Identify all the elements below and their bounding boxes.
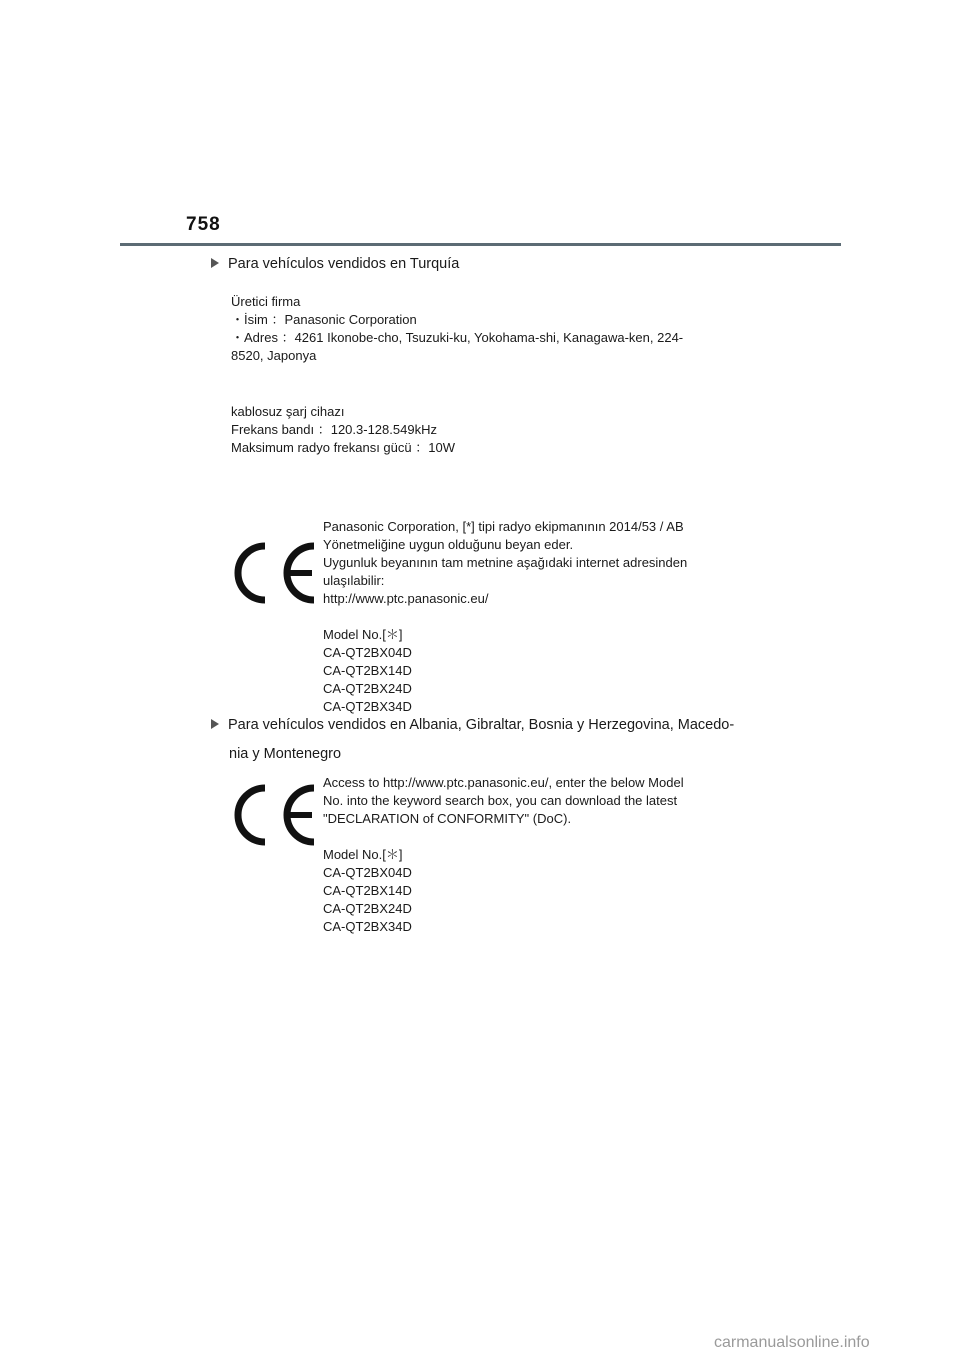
page-number: 758: [186, 214, 221, 235]
declaration-line: ulaşılabilir:: [323, 573, 385, 588]
declaration-turkey: [323, 518, 687, 716]
section-heading-turkey: [211, 253, 459, 276]
ce-mark-icon: [232, 538, 320, 608]
bullet-triangle-icon: [211, 258, 219, 268]
declaration-line: Uygunluk beyanının tam metnine aşağıdaki internet adresinden: [323, 555, 688, 570]
device-line: kablosuz şarj cihazı: [231, 404, 345, 419]
bullet-triangle-icon: [211, 719, 219, 729]
ce-mark-icon: [232, 780, 320, 850]
model-number: CA-QT2BX04D: [323, 645, 412, 660]
manufacturer-info: [231, 293, 683, 365]
manufacturer-line: 8520, Japonya: [231, 348, 317, 363]
section-heading-text: Para vehículos vendidos en Albania, Gibraltar, Bosnia y Herzegovina, Macedo-: [228, 717, 735, 733]
section-heading-text-cont: nia y Montenegro: [229, 746, 342, 762]
device-info: [231, 403, 455, 457]
model-label: Model No.[＊]: [323, 847, 403, 862]
device-line: Frekans bandı ：120.3-128.549kHz: [231, 422, 437, 437]
manufacturer-line: ・Adres ：4261 Ikonobe-cho, Tsuzuki-ku, Yokohama-shi, Kanagawa-ken, 224-: [231, 330, 684, 345]
device-line: Maksimum radyo frekansı gücü ：10W: [231, 440, 455, 455]
declaration-line: Yönetmeliğine uygun olduğunu beyan eder.: [323, 537, 574, 552]
section-heading-balkans: [211, 714, 734, 766]
declaration-url: http://www.ptc.panasonic.eu/: [323, 591, 489, 606]
declaration-line: "DECLARATION of CONFORMITY" (DoC).: [323, 811, 572, 826]
declaration-balkans: [323, 774, 684, 936]
model-number: CA-QT2BX14D: [323, 663, 412, 678]
declaration-line: No. into the keyword search box, you can download the latest: [323, 793, 678, 808]
footer-watermark: carmanualsonline.info: [714, 1334, 870, 1351]
manufacturer-line: Üretici firma: [231, 294, 301, 309]
model-number: CA-QT2BX14D: [323, 883, 412, 898]
manufacturer-line: ・İsim ：Panasonic Corporation: [231, 312, 417, 327]
model-number: CA-QT2BX34D: [323, 919, 412, 934]
header-rule: [120, 243, 841, 246]
section-heading-text: Para vehículos vendidos en Turquía: [228, 256, 460, 272]
declaration-line: Panasonic Corporation, [*] tipi radyo ekipmanının 2014/53 / AB: [323, 519, 684, 534]
model-number: CA-QT2BX24D: [323, 681, 412, 696]
model-number: CA-QT2BX34D: [323, 699, 412, 714]
model-number: CA-QT2BX24D: [323, 901, 412, 916]
declaration-line: Access to http://www.ptc.panasonic.eu/, enter the below Model: [323, 775, 684, 790]
model-label: Model No.[＊]: [323, 627, 403, 642]
model-number: CA-QT2BX04D: [323, 865, 412, 880]
